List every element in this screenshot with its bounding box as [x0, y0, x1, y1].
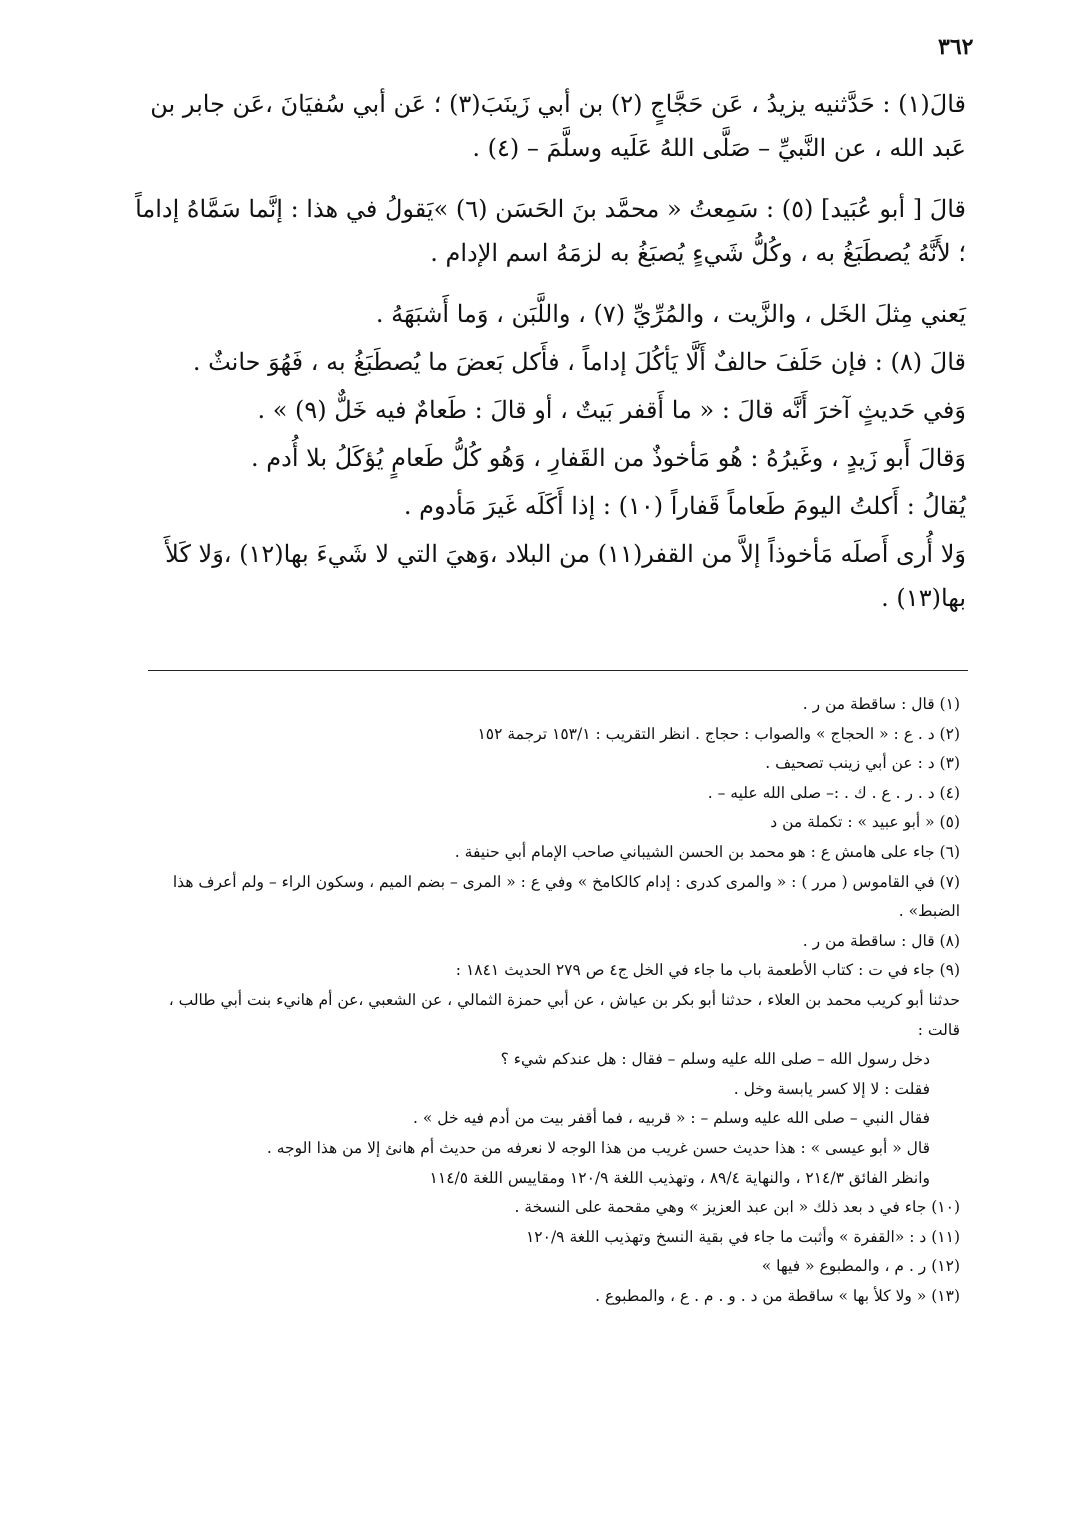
footnote: (٩) جاء في ت : كتاب الأطعمة باب ما جاء في الخل ج٤ ص ٢٧٩ الحديث ١٨٤١ :: [455, 961, 960, 980]
footnote: (٨) قال : ساقطة من ر .: [802, 931, 960, 950]
footnote-divider: [148, 670, 968, 671]
footnote: (١١) د : «القفرة » وأثبت ما جاء في بقية النسخ وتهذيب اللغة ١٢٠/٩: [525, 1227, 960, 1246]
main-paragraph: وَلا أُرى أَصلَه مَأخوذاً إلاَّ من القفر(١١) من البلاد ،وَهيَ التي لا شَيءَ بها(١٢) ،وَلا كَلأَ بها(١٣) .: [165, 540, 966, 612]
footnote-quote: دخل رسول الله – صلى الله عليه وسلم – فقال : هل عندكم شيء ؟: [500, 1050, 930, 1069]
main-paragraph: وَفي حَديثٍ آخرَ أَنَّه قالَ : « ما أَقفر بَيتٌ ، أو قالَ : طَعامٌ فيه خَلٌّ (٩) » .: [257, 396, 966, 424]
footnote-quote: فقلت : لا إلا كسر يابسة وخل .: [733, 1079, 930, 1098]
footnotes: [150, 690, 960, 1311]
footnote: (٧) في القاموس ( مرر ) : « والمرى كدرى : إدام كالكامخ » وفي ع : « المرى – بضم الميم ، وسكون الراء – ولم أعرف هذا الضبط» .: [172, 872, 960, 921]
main-paragraph: يَعني مِثلَ الخَل ، والزَّيت ، والمُرِّيِّ (٧) ، واللَّبَن ، وَما أَشبَهَهُ .: [375, 300, 966, 328]
footnote-quote: فقال النبي – صلى الله عليه وسلم – : « قربيه ، فما أقفر بيت من أدم فيه خل » .: [413, 1109, 930, 1128]
footnote: (١) قال : ساقطة من ر .: [802, 695, 960, 713]
footnote: (٤) د . ر . ع . ك . :– صلى الله عليه – .: [707, 783, 960, 802]
footnote: (١٠) جاء في د بعد ذلك « ابن عبد العزيز » وهي مقحمة على النسخة .: [514, 1198, 960, 1217]
main-paragraph: قالَ(١) : حَدَّثنيه يزيدُ ، عَن حَجَّاجٍ (٢) بن أبي زَينَبَ(٣) ؛ عَن أبي سُفيَانَ ،عَن جابر بن عَبد الله ، عن النَّبيِّ – صَلَّى اللهُ عَلَيه وسلَّمَ – (٤) .: [150, 90, 966, 162]
page-number: ٣٦٢: [938, 34, 974, 60]
main-paragraph: وَقالَ أَبو زَيدٍ ، وغَيرُهُ : هُو مَأخوذٌ من القَفارِ ، وَهُو كُلُّ طَعامٍ يُؤكَلُ بلا أُدم .: [251, 444, 966, 472]
footnote: (٢) د . ع : « الحجاج » والصواب : حجاج . انظر التقريب : ١٥٣/١ ترجمة ١٥٢: [477, 724, 960, 743]
footnote: (٥) « أبو عبيد » : تكملة من د: [770, 813, 960, 832]
footnote: (١٢) ر . م ، والمطبوع « فيها »: [761, 1257, 960, 1276]
footnote-quote: وانظر الفائق ٢١٤/٣ ، والنهاية ٨٩/٤ ، وتهذيب اللغة ١٢٠/٩ ومقاييس اللغة ١١٤/٥: [429, 1168, 930, 1187]
footnote-quote: قال « أبو عيسى » : هذا حديث حسن غريب من هذا الوجه لا نعرفه من حديث أم هانئ إلا من هذا الوجه .: [266, 1138, 930, 1157]
footnote-quote: حدثنا أبو كريب محمد بن العلاء ، حدثنا أبو بكر بن عياش ، عن أبي حمزة الثمالي ، عن الشعبي ،عن أم هانيء بنت أبي طالب ، قالت :: [168, 990, 960, 1039]
main-paragraph: قالَ (٨) : فإن حَلَفَ حالفٌ أَلَّا يَأكُلَ إداماً ، فأَكل بَعضَ ما يُصطَبَغُ به ، فَهُوَ حانثٌ .: [192, 348, 966, 376]
main-paragraph: قالَ [ أبو عُبَيد] (٥) : سَمِعتُ « محمَّد بنَ الحَسَن (٦) »يَقولُ في هذا : إنَّما سَمَّاهُ إداماً ؛ لأَنَّهُ يُصطَبَغُ به ، وكُلُّ شَيءٍ يُصبَغُ به لزمَهُ اسم الإدام .: [135, 195, 966, 267]
footnote: (٣) د : عن أبي زينب تصحيف .: [765, 754, 960, 773]
footnote: (١٣) « ولا كلأ بها » ساقطة من د . و . م . ع ، والمطبوع .: [595, 1286, 960, 1305]
main-text: [128, 82, 966, 624]
footnote: (٦) جاء على هامش ع : هو محمد بن الحسن الشيباني صاحب الإمام أبي حنيفة .: [454, 842, 960, 861]
main-paragraph: يُقالُ : أَكلتُ اليومَ طَعاماً قَفاراً (١٠) : إذا أَكَلَه غَيرَ مَأدوم .: [403, 492, 966, 520]
